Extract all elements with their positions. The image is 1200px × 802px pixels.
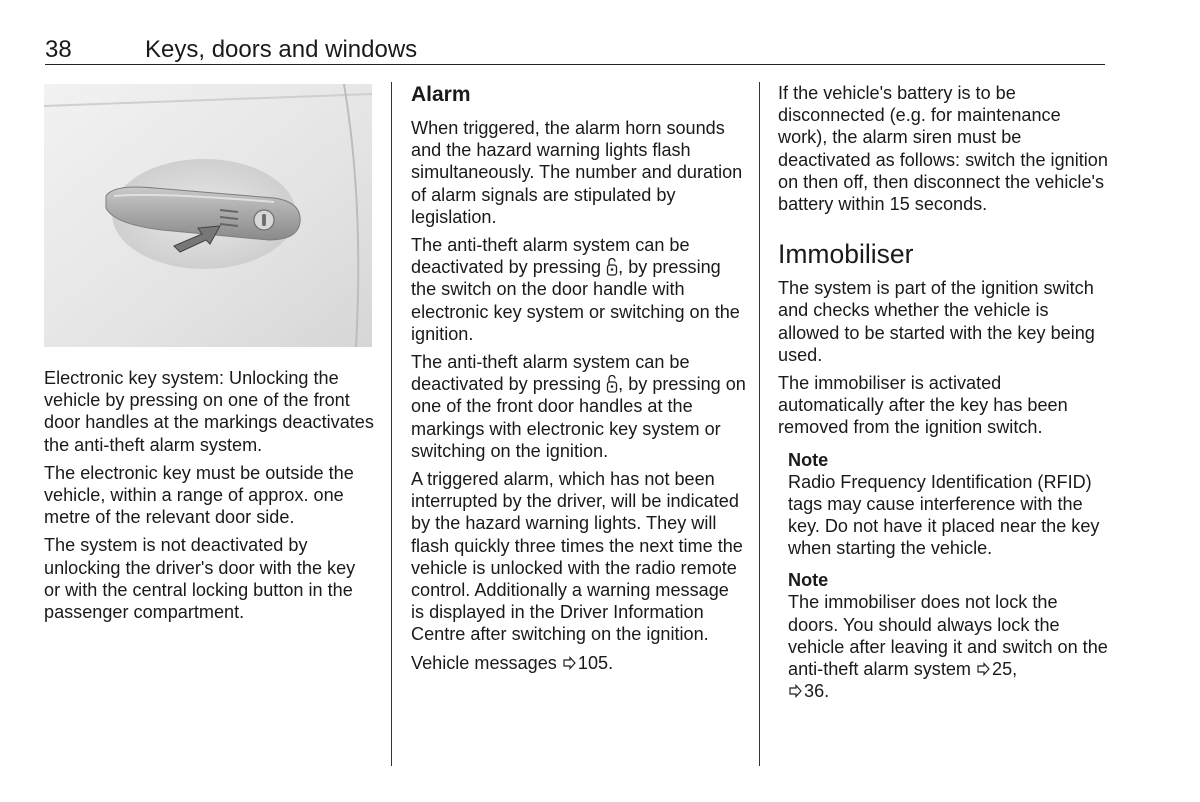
- note-title: Note: [788, 449, 829, 470]
- note-text: The immobiliser does not lock the doors. You should always lock the vehicle after leaving it and switch on the anti-theft alarm system 25, 36.: [788, 592, 1108, 702]
- paragraph: A triggered alarm, which has not been interrupted by the driver, will be indicated by the hazard warning lights. They will flash quickly three times the next time the vehicle is unlocked with the radio remote control. Additionally a warning message is displayed in the Driver Information Centre after switching on the ignition.: [411, 469, 743, 645]
- door-handle-illustration: [44, 84, 372, 347]
- column-1: [44, 82, 376, 629]
- page-reference-arrow-icon: [562, 656, 576, 670]
- note-box: [788, 449, 1108, 560]
- column-3: [778, 82, 1108, 702]
- paragraph: The anti-theft alarm system can be deactivated by pressing , by pressing the switch on the door handle with electronic key system or switching on the ignition.: [411, 235, 740, 344]
- page-reference-link[interactable]: 25,: [992, 659, 1018, 680]
- section-heading-immobiliser: Immobiliser: [778, 239, 914, 270]
- note-box: [788, 569, 1108, 702]
- paragraph: The system is part of the ignition switch and checks whether the vehicle is allowed to be started with the key being used.: [778, 278, 1095, 365]
- note-text: Radio Frequency Identification (RFID) tags may cause interference with the key. Do not have it placed near the key when starting the vehicle.: [788, 471, 1100, 559]
- unlock-icon: [606, 374, 618, 393]
- column-divider: [391, 82, 392, 766]
- paragraph: The immobiliser is activated automatically after the key has been removed from the ignition switch.: [778, 373, 1068, 438]
- page-reference-arrow-icon: [976, 662, 990, 676]
- paragraph: Electronic key system: Unlocking the vehicle by pressing on one of the front door handles at the markings deactivates the anti-theft alarm system.: [44, 368, 374, 455]
- page-number: 38: [45, 36, 72, 63]
- paragraph: The electronic key must be outside the vehicle, within a range of approx. one metre of the relevant door side.: [44, 462, 354, 528]
- paragraph: The anti-theft alarm system can be deactivated by pressing , by pressing on one of the front door handles at the markings with electronic key system or switching on the ignition.: [411, 352, 746, 461]
- column-divider: [759, 82, 760, 766]
- section-heading-alarm: Alarm: [411, 83, 471, 106]
- paragraph: Vehicle messages 105.: [411, 652, 614, 673]
- page-reference-link[interactable]: 36.: [804, 681, 830, 702]
- page-reference-arrow-icon: [788, 684, 802, 698]
- paragraph: If the vehicle's battery is to be disconnected (e.g. for maintenance work), the alarm siren must be deactivated as follows: switch the ignition on then off, then disconnect the vehicle's battery within 15 seconds.: [778, 83, 1108, 215]
- paragraph: When triggered, the alarm horn sounds and the hazard warning lights flash simultaneously. The number and duration of alarm signals are stipulated by legislation.: [411, 118, 743, 227]
- page-title: Keys, doors and windows: [145, 36, 418, 63]
- note-title: Note: [788, 570, 829, 591]
- column-2: [411, 82, 746, 680]
- page-reference-link[interactable]: 105.: [577, 652, 614, 673]
- paragraph: The system is not deactivated by unlocking the driver's door with the key or with the central locking button in the passenger compartment.: [44, 535, 356, 623]
- unlock-icon: [606, 257, 618, 276]
- page-header: [45, 34, 1105, 65]
